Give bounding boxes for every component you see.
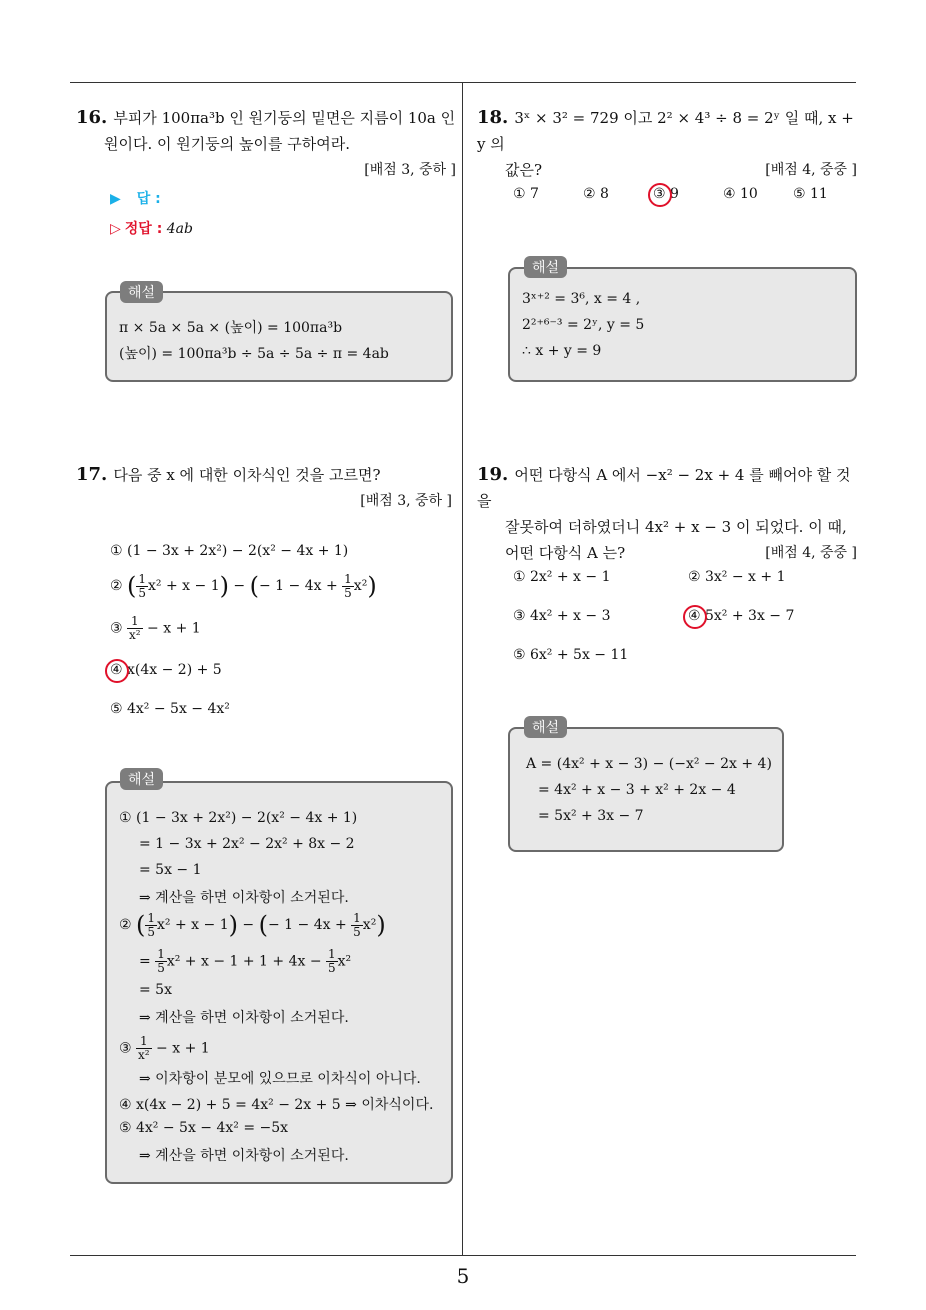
choice-2[interactable]: ② 8 xyxy=(583,186,609,202)
solution-line: = 5x − 1 xyxy=(139,862,202,878)
solution-line: 3ˣ⁺² = 3⁶, x = 4 , xyxy=(522,291,641,307)
answer-circle-mark xyxy=(105,659,129,683)
bottom-rule xyxy=(70,1255,856,1256)
choice-5[interactable]: ⑤ 6x² + 5x − 11 xyxy=(513,647,629,663)
choice-number: ③ xyxy=(110,620,123,637)
choice-1[interactable]: ① (1 − 3x + 2x²) − 2(x² − 4x + 1) xyxy=(110,543,349,559)
solution-line: = 4x² + x − 3 + x² + 2x − 4 xyxy=(538,782,736,798)
choice-3[interactable]: ③ 4x² + x − 3 xyxy=(513,608,611,624)
solution-line: ⇒ 이차항이 분모에 있으므로 이차식이 아니다. xyxy=(139,1071,421,1087)
choice-5[interactable]: ⑤ 11 xyxy=(793,186,828,202)
play-icon: ▶ xyxy=(110,191,121,207)
solution-box-17 xyxy=(105,781,453,1184)
triangle-outline-icon: ▷ xyxy=(110,221,121,237)
solution-tag: 해설 xyxy=(524,256,567,278)
choice-1[interactable]: ① 2x² + x − 1 xyxy=(513,569,611,585)
question-text-2: 원이다. 이 원기둥의 높이를 구하여라. xyxy=(104,135,350,153)
question-18 xyxy=(477,105,857,183)
choice-4[interactable]: ④ 5x² + 3x − 7 xyxy=(688,608,795,624)
solution-box-19 xyxy=(508,727,784,852)
solution-line: ⇒ 계산을 하면 이차항이 소거된다. xyxy=(139,1148,349,1164)
question-text-3: 어떤 다항식 A 는? xyxy=(505,544,626,562)
solution-tag: 해설 xyxy=(524,716,567,738)
question-19 xyxy=(477,462,857,566)
solution-line: 2²⁺⁶⁻³ = 2ʸ, y = 5 xyxy=(522,317,645,333)
points-label: [배점 3, 중하 ] xyxy=(360,493,452,509)
choice-number: ② xyxy=(110,578,123,594)
solution-tag: 해설 xyxy=(120,281,163,303)
solution-line: ∴ x + y = 9 xyxy=(522,343,602,359)
question-16 xyxy=(76,105,456,183)
question-number: 17. xyxy=(76,464,108,485)
question-number: 18. xyxy=(477,107,509,128)
choice-1[interactable]: ① 7 xyxy=(513,186,539,202)
correct-answer-label: 정답 : xyxy=(124,221,163,237)
choice-3[interactable]: ③ $\frac{1}{\text{x²}}$ − x + 1 xyxy=(110,614,201,642)
solution-box-18 xyxy=(508,267,857,382)
choice-4[interactable]: ④ 10 xyxy=(723,186,758,202)
solution-line: ① (1 − 3x + 2x²) − 2(x² − 4x + 1) xyxy=(119,810,358,826)
question-text-2: 잘못하여 더하였더니 4x² + x − 3 이 되었다. 이 때, xyxy=(505,518,847,536)
correct-answer-value: 4ab xyxy=(166,221,193,237)
answer-circle-mark xyxy=(648,183,672,207)
points-label: [배점 4, 중중 ] xyxy=(765,545,857,561)
solution-tag: 해설 xyxy=(120,768,163,790)
points-label: [배점 4, 중중 ] xyxy=(765,162,857,178)
solution-line: ④ x(4x − 2) + 5 = 4x² − 2x + 5 ⇒ 이차식이다. xyxy=(119,1097,434,1113)
solution-line: = 5x² + 3x − 7 xyxy=(538,808,644,824)
page-number: 5 xyxy=(456,1264,470,1288)
question-text: 어떤 다항식 A 에서 −x² − 2x + 4 를 빼어야 할 것을 xyxy=(477,466,851,510)
question-17 xyxy=(76,462,452,514)
question-text: 다음 중 x 에 대한 이차식인 것을 고르면? xyxy=(113,466,381,484)
solution-line: (높이) = 100πa³b ÷ 5a ÷ 5a ÷ π = 4ab xyxy=(119,346,389,362)
solution-line: A = (4x² + x − 3) − (−x² − 2x + 4) xyxy=(526,756,772,772)
solution-line: = 5x xyxy=(139,982,172,998)
choice-3[interactable]: ③ 9 xyxy=(653,186,679,202)
question-number: 16. xyxy=(76,107,108,128)
question-text: 부피가 100πa³b 인 원기둥의 밑면은 지름이 10a 인 xyxy=(113,109,456,127)
answer-area-16 xyxy=(110,184,193,244)
answer-circle-mark xyxy=(683,605,707,629)
question-text-2: 값은? xyxy=(505,161,543,179)
points-label: [배점 3, 중하 ] xyxy=(364,162,456,178)
answer-label: 답 : xyxy=(136,191,161,207)
solution-line: ⑤ 4x² − 5x − 4x² = −5x xyxy=(119,1120,289,1136)
solution-line: ⇒ 계산을 하면 이차항이 소거된다. xyxy=(139,890,349,906)
solution-line: ③ $\frac{1}{\text{x²}}$ − x + 1 xyxy=(119,1034,210,1062)
solution-line: = $\frac{1}{5}$ x² + x − 1 + 1 + 4x − $\frac{1}{5}$ x² xyxy=(139,947,352,975)
solution-line: = 1 − 3x + 2x² − 2x² + 8x − 2 xyxy=(139,836,355,852)
column-divider xyxy=(462,83,463,1255)
choice-5[interactable]: ⑤ 4x² − 5x − 4x² xyxy=(110,701,230,717)
choice-2[interactable]: ② 3x² − x + 1 xyxy=(688,569,786,585)
choice-2[interactable]: ② ( $\frac{1}{5}$ x² + x − 1) − (− 1 − 4x + $\frac{1}{5}$ x²) xyxy=(110,571,377,600)
solution-line: ② ( $\frac{1}{5}$ x² + x − 1) − (− 1 − 4x + $\frac{1}{5}$ x²) xyxy=(119,910,386,939)
question-text: 3ˣ × 3² = 729 이고 2² × 4³ ÷ 8 = 2ʸ 일 때, x + y 의 xyxy=(477,109,854,153)
question-number: 19. xyxy=(477,464,509,485)
solution-line: ⇒ 계산을 하면 이차항이 소거된다. xyxy=(139,1010,349,1026)
solution-line: π × 5a × 5a × (높이) = 100πa³b xyxy=(119,320,343,336)
choice-4[interactable]: ④ x(4x − 2) + 5 xyxy=(110,662,222,678)
solution-box-16 xyxy=(105,291,453,382)
top-rule xyxy=(70,82,856,83)
